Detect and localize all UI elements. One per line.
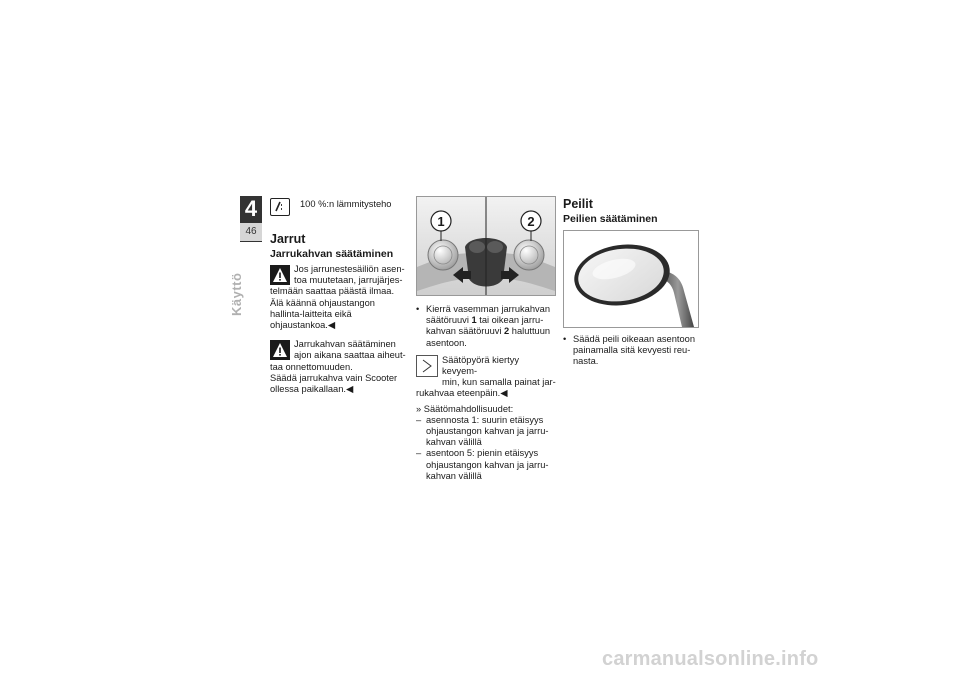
bullet1-text-b: tai oikean jarru-kahvan säätöruuvi <box>426 315 544 337</box>
hint-line1: Säätöpyörä kiertyy kevyem- <box>442 354 519 377</box>
brake-lever-photo <box>416 196 556 296</box>
warning-block-1 <box>270 264 408 331</box>
subsection-title-brake-lever: Jarrukahvan säätäminen <box>270 248 394 260</box>
hint-rest: rukahvaa eteenpäin.◀ <box>416 388 508 399</box>
section-title-brakes: Jarrut <box>270 232 306 246</box>
mirror-photo <box>563 230 699 328</box>
heating-text: 100 %:n lämmitysteho <box>300 199 392 209</box>
warning2-line1: Jarrukahvan säätäminen <box>294 339 396 350</box>
bullet1-text-a: Kierrä vasemman jarrukahvan säätöruuvi <box>426 304 551 326</box>
column-right <box>563 196 703 368</box>
warning1-rest: telmään saattaa päästä ilmaa. Älä käännä ohjaustangon hallinta-laitteita eikä ohjaustankoa.◀ <box>270 286 395 331</box>
option-item-1: – asennosta 1: suurin etäisyys ohjaustangon kahvan ja jarru-kahvan välillä <box>416 415 556 449</box>
watermark-text: carmanualsonline.info <box>602 648 819 670</box>
warning1-line2: toa muutetaan, jarrujärjes- <box>294 275 403 286</box>
warning1-line1: Jos jarrunestesäiliön asen- <box>294 264 405 274</box>
photo-label-1: 1 <box>437 214 445 229</box>
mirror-instruction-bullet: • Säädä peili oikeaan asentoon painamalla sitä kevyesti reu-nasta. <box>563 334 703 368</box>
option-item-2: – asentoon 5: pienin etäisyys ohjaustangon kahvan ja jarru-kahvan välillä <box>416 448 556 482</box>
heating-row <box>270 196 408 220</box>
hint-line2: min, kun samalla painat jar- <box>442 377 556 388</box>
bullet1-text-c: haluttuun asentoon. <box>426 326 551 348</box>
instruction-bullet-1 <box>416 304 556 349</box>
warning2-line2: ajon aikana saattaa aiheut- <box>294 350 406 361</box>
warning2-rest: taa onnettomuuden. <box>270 361 353 372</box>
bullet1-number-1: 1 <box>471 315 477 326</box>
heating-level-icon <box>270 198 290 216</box>
warning-triangle-icon <box>270 340 290 360</box>
final-instruction: Säädä jarrukahva vain Scooter ollessa paikallaan.◀ <box>270 372 398 395</box>
warning-triangle-icon <box>270 265 290 285</box>
section-title-mirrors: Peilit <box>563 197 593 211</box>
mirror-illustration <box>564 231 698 327</box>
subsection-title-mirror-adjust: Peilien säätäminen <box>563 213 658 225</box>
options-intro: » Säätömahdollisuudet: <box>416 403 514 414</box>
brake-lever-illustration <box>417 197 555 295</box>
photo-label-2: 2 <box>527 214 535 229</box>
bullet1-number-2: 2 <box>504 326 510 337</box>
column-middle <box>416 196 556 482</box>
hint-icon <box>416 355 438 377</box>
hint-block <box>416 355 556 400</box>
chapter-number: 4 <box>244 196 258 221</box>
warning-block-2 <box>270 339 408 395</box>
page-number: 46 <box>240 223 262 241</box>
column-left <box>270 196 408 397</box>
chapter-side-label: Käyttö <box>229 272 244 316</box>
